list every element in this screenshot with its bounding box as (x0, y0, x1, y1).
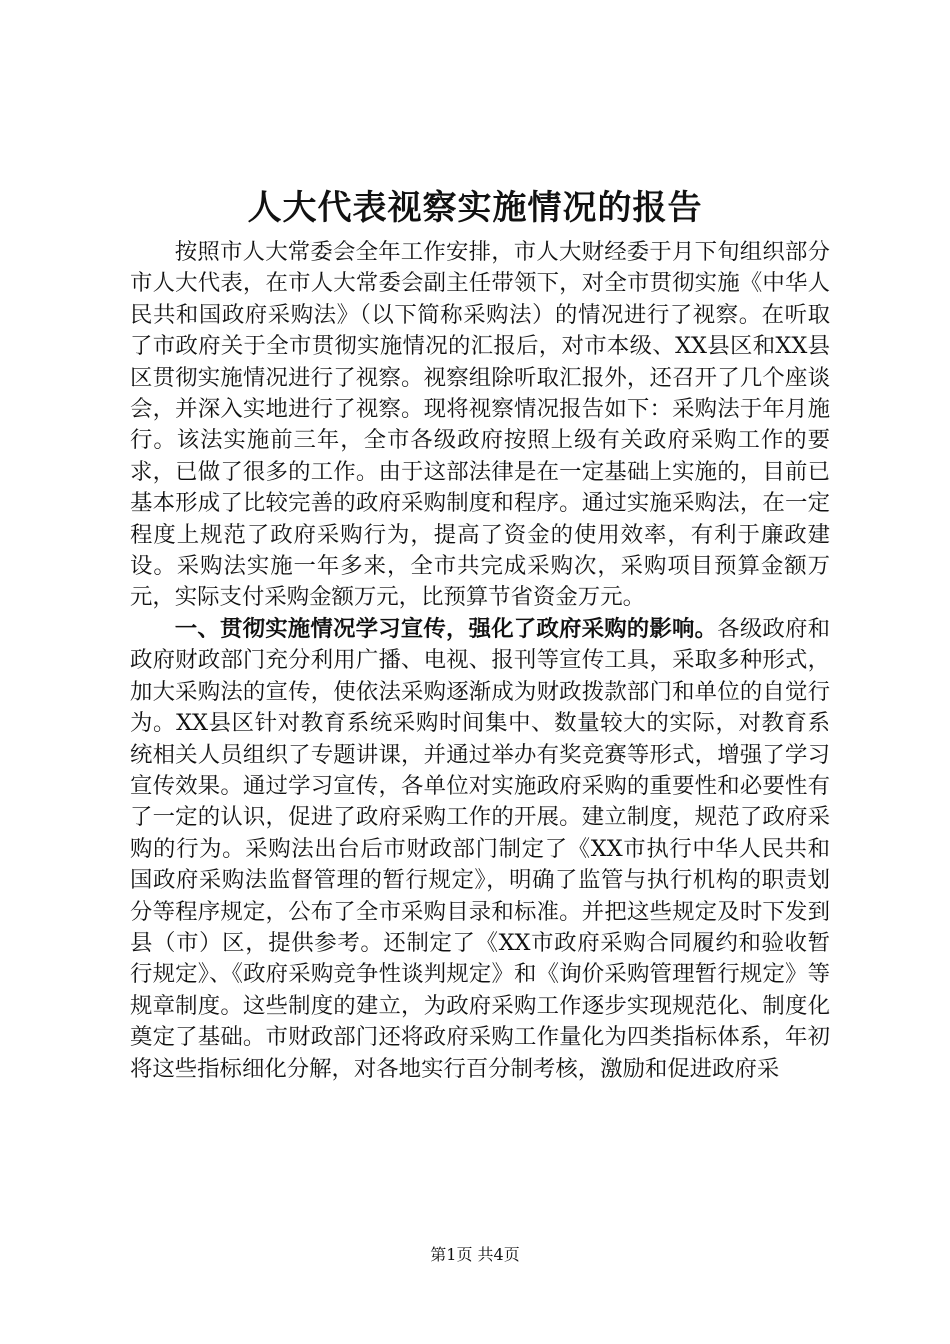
document-title: 人大代表视察实施情况的报告 (247, 188, 703, 228)
section-one-heading: 一、贯彻实施情况学习宣传，强化了政府采购的影响。 (174, 615, 718, 642)
paragraph-section-one (130, 614, 830, 1085)
paragraph-intro-text: 按照市人大常委会全年工作安排，市人大财经委于月下旬组织部分市人大代表，在市人大常委会副主任带领下，对全市贯彻实施《中华人民共和国政府采购法》（以下简称采购法）的情况进行了视察。在听取了市政府关于全市贯彻实施情况的汇报后，对市本级、XX县区和XX县区贯彻实施情况进行了视察。视察组除听取汇报外，还召开了几个座谈会，并深入实地进行了视察。现将视察情况报告如下：采购法于年月施行。该法实施前三年，全市各级政府按照上级有关政府采购工作的要求，已做了很多的工作。由于这部法律是在一定基础上实施的，目前已基本形成了比较完善的政府采购制度和程序。通过实施采购法，在一定程度上规范了政府采购行为，提高了资金的使用效率，有利于廉政建设。采购法实施一年多来，全市共完成采购次，采购项目预算金额万元，实际支付采购金额万元，比预算节省资金万元。 (130, 239, 830, 611)
section-one-text: 各级政府和政府财政部门充分利用广播、电视、报刊等宣传工具，采取多种形式，加大采购法的宣传，使依法采购逐渐成为财政拨款部门和单位的自觉行为。XX县区针对教育系统采购时间集中、数量较大的实际，对教育系统相关人员组织了专题讲课，并通过举办有奖竞赛等形式，增强了学习宣传效果。通过学习宣传，各单位对实施政府采购的重要性和必要性有了一定的认识，促进了政府采购工作的开展。建立制度，规范了政府采购的行为。采购法出台后市财政部门制定了《XX市执行中华人民共和国政府采购法监督管理的暂行规定》，明确了监管与执行机构的职责划分等程序规定，公布了全市采购目录和标准。并把这些规定及时下发到县（市）区，提供参考。还制定了《XX市政府采购合同履约和验收暂行规定》、《政府采购竞争性谈判规定》和《询价采购管理暂行规定》等规章制度。这些制度的建立，为政府采购工作逐步实现规范化、制度化奠定了基础。市财政部门还将政府采购工作量化为四类指标体系，年初将这些指标细化分解，对各地实行百分制考核，激励和促进政府采 (130, 615, 831, 1082)
page-footer: 第1页 共4页 (430, 1245, 520, 1264)
paragraph-intro (130, 237, 830, 614)
document-body (130, 237, 830, 1085)
